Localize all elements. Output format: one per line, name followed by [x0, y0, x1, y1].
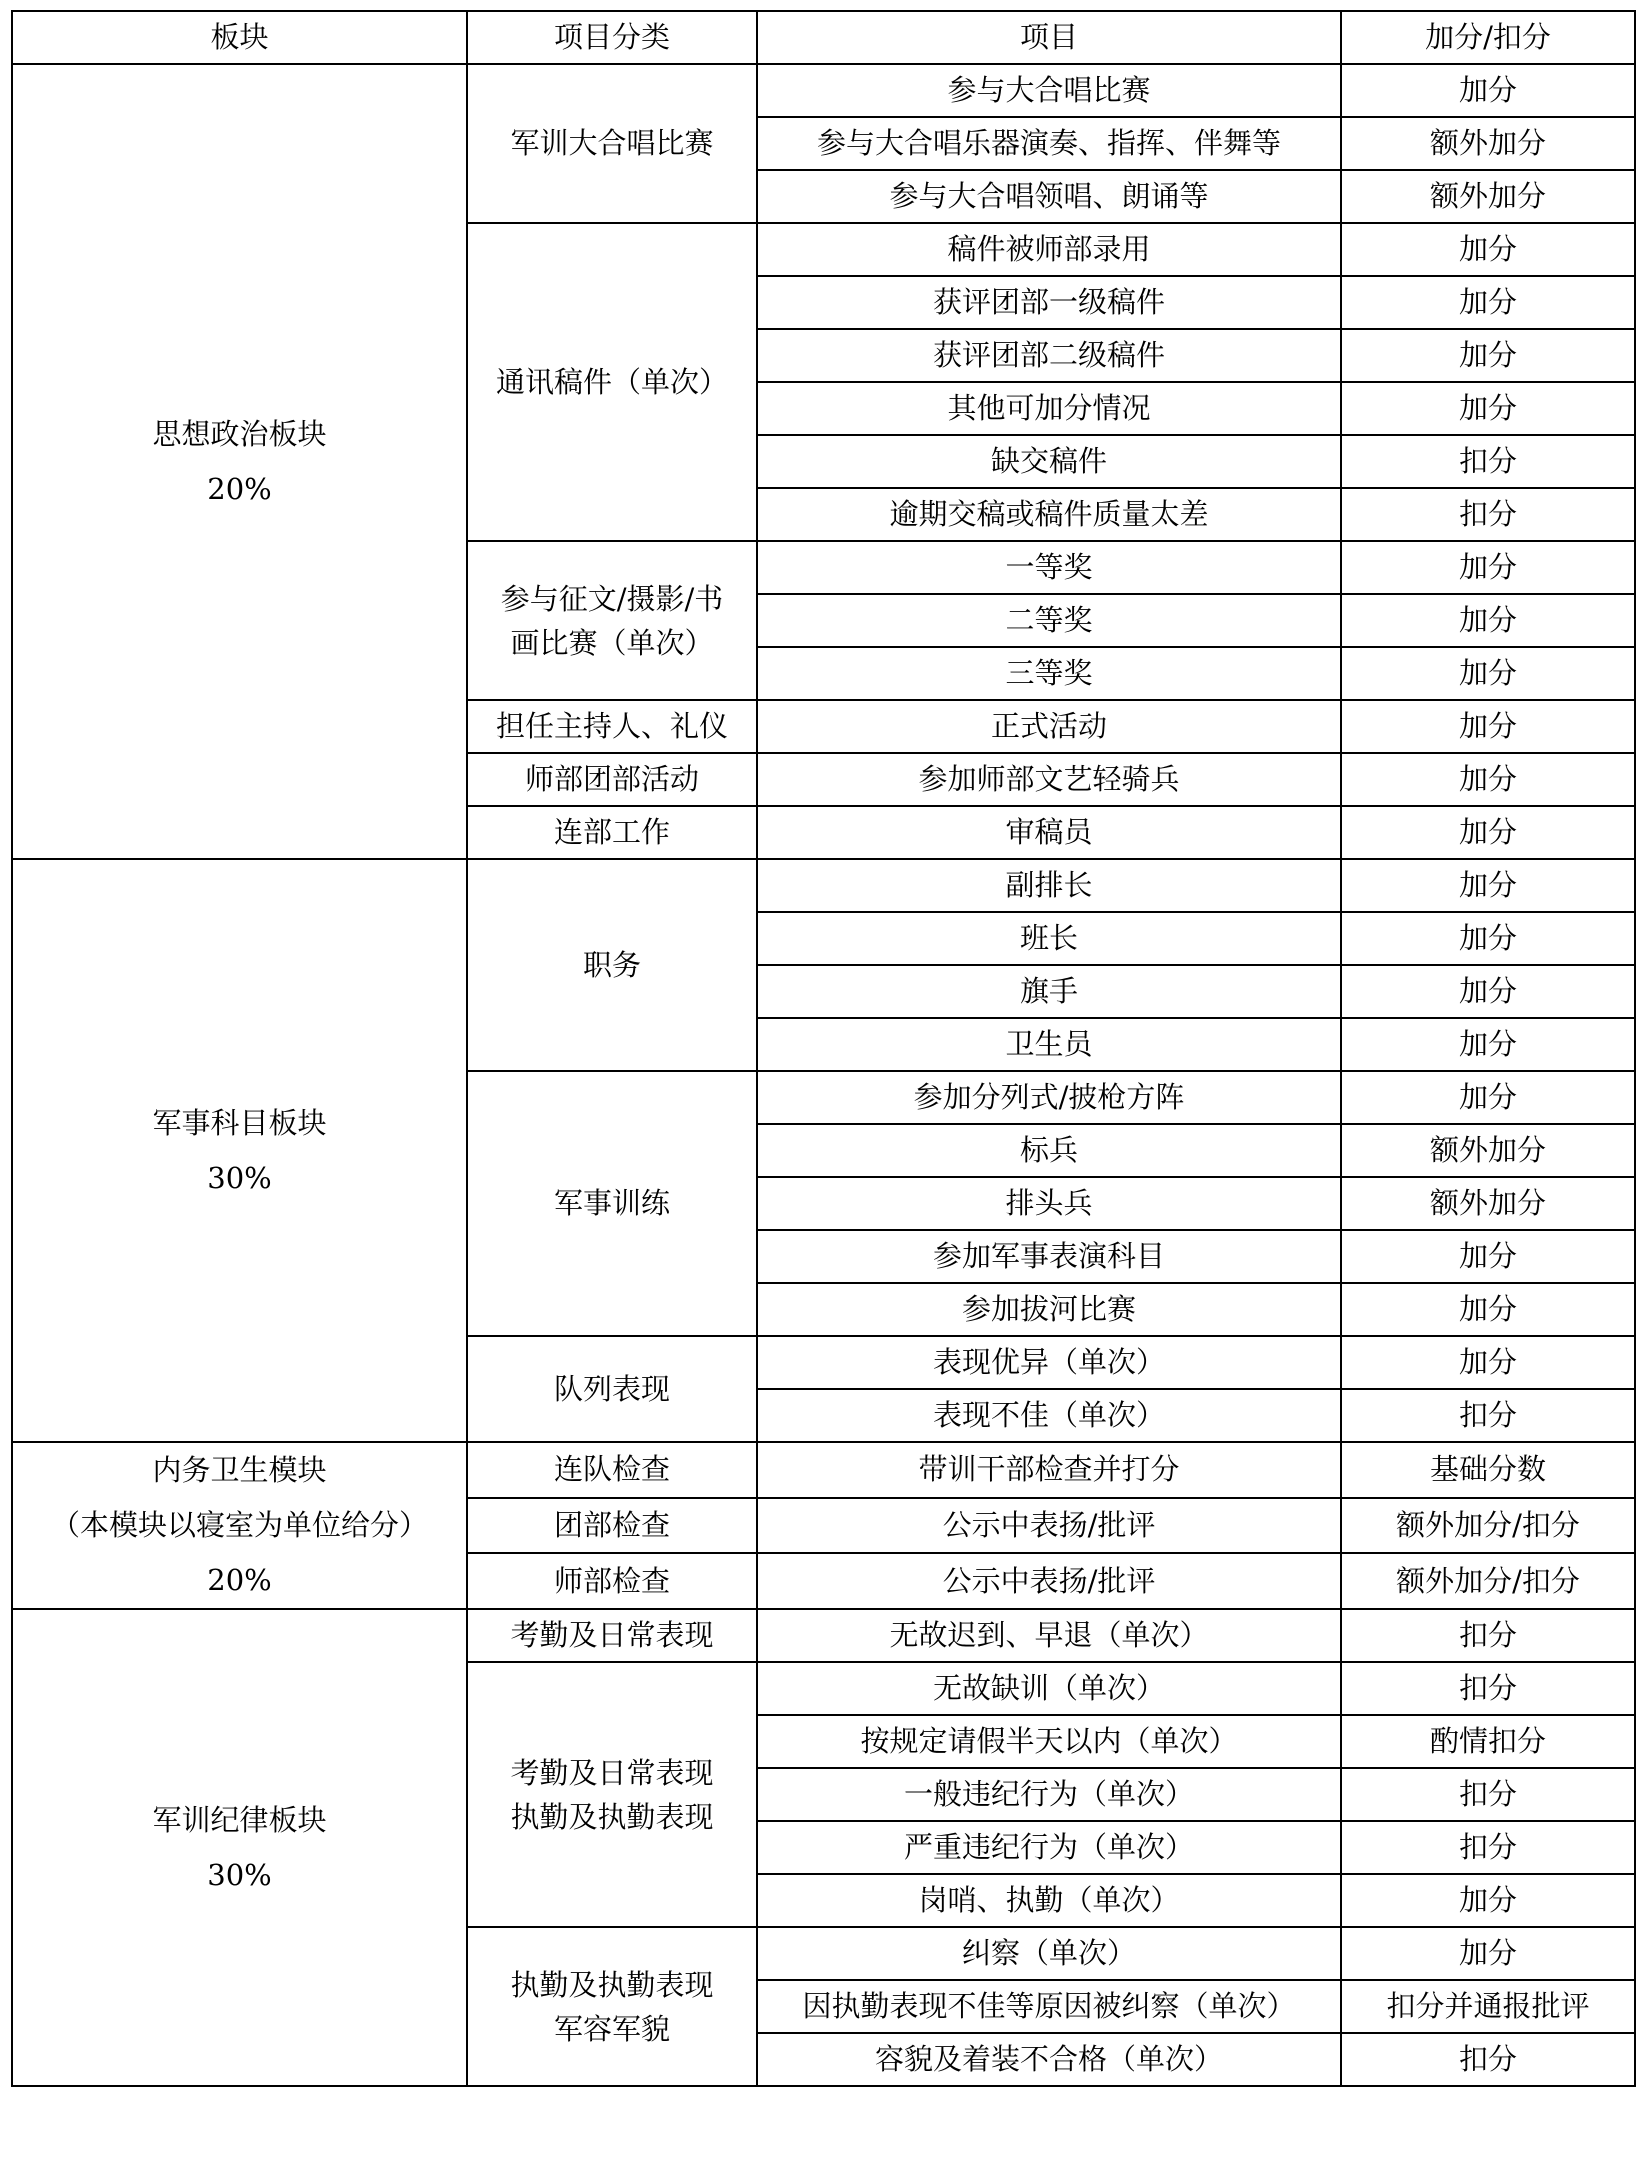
score-type-cell: 加分: [1341, 1018, 1635, 1071]
section-title: 军事科目板块: [152, 1105, 327, 1140]
section-weight: 20%: [207, 1563, 272, 1597]
section-title: 内务卫生模块: [152, 1453, 327, 1487]
score-type-cell: 加分: [1341, 965, 1635, 1018]
section-cell: [12, 1442, 467, 1609]
table-row: [12, 859, 1635, 912]
item-cell: 排头兵: [757, 1177, 1341, 1230]
category-cell: [467, 1498, 757, 1554]
category-cell: [467, 223, 757, 541]
category-label: 师部团部活动: [524, 762, 699, 797]
score-type-cell: 扣分: [1341, 488, 1635, 541]
item-cell: 旗手: [757, 965, 1341, 1018]
scoring-table: [11, 10, 1636, 2087]
score-type-cell: 加分: [1341, 223, 1635, 276]
item-cell: 公示中表扬/批评: [757, 1553, 1341, 1609]
item-cell: 容貌及着装不合格（单次）: [757, 2033, 1341, 2086]
category-label: 执勤及执勤表现: [510, 1967, 714, 2002]
section-weight: 20%: [207, 471, 272, 506]
item-cell: 一等奖: [757, 541, 1341, 594]
score-type-cell: 加分: [1341, 753, 1635, 806]
score-type-cell: 扣分: [1341, 435, 1635, 488]
category-cell: [467, 859, 757, 1071]
score-type-cell: 加分: [1341, 700, 1635, 753]
category-label: 连部工作: [553, 815, 670, 850]
table-row: [12, 64, 1635, 117]
item-cell: 参加军事表演科目: [757, 1230, 1341, 1283]
score-type-cell: 加分: [1341, 541, 1635, 594]
item-cell: 一般违纪行为（单次）: [757, 1768, 1341, 1821]
header-row: [12, 11, 1635, 64]
category-cell: [467, 700, 757, 753]
category-cell: [467, 1553, 757, 1609]
category-label: 军容军貌: [553, 2011, 670, 2046]
section-cell: [12, 1609, 467, 2086]
table-row: [12, 1609, 1635, 1662]
item-cell: 二等奖: [757, 594, 1341, 647]
item-cell: 其他可加分情况: [757, 382, 1341, 435]
category-label: 军事训练: [553, 1186, 670, 1221]
header-category: 项目分类: [467, 11, 757, 64]
item-cell: 表现不佳（单次）: [757, 1389, 1341, 1442]
category-label: 师部检查: [553, 1563, 670, 1598]
score-type-cell: 扣分: [1341, 1609, 1635, 1662]
score-type-cell: 加分: [1341, 1283, 1635, 1336]
item-cell: 参与大合唱乐器演奏、指挥、伴舞等: [757, 117, 1341, 170]
score-type-cell: 加分: [1341, 1874, 1635, 1927]
category-label: 军训大合唱比赛: [510, 126, 714, 161]
score-type-cell: 基础分数: [1341, 1442, 1635, 1498]
category-cell: [467, 1927, 757, 2086]
category-cell: [467, 64, 757, 223]
category-label: 队列表现: [553, 1371, 670, 1406]
category-cell: [467, 1442, 757, 1498]
category-label: 画比赛（单次）: [510, 625, 714, 660]
category-label: 担任主持人、礼仪: [495, 709, 728, 744]
score-type-cell: 加分: [1341, 64, 1635, 117]
category-label: 连队检查: [553, 1452, 670, 1487]
item-cell: 严重违纪行为（单次）: [757, 1821, 1341, 1874]
item-cell: 逾期交稿或稿件质量太差: [757, 488, 1341, 541]
score-type-cell: 额外加分: [1341, 1124, 1635, 1177]
item-cell: 参与大合唱领唱、朗诵等: [757, 170, 1341, 223]
header-item: 项目: [757, 11, 1341, 64]
score-type-cell: 扣分: [1341, 1821, 1635, 1874]
table-row: [12, 1442, 1635, 1498]
section-title: 军训纪律板块: [152, 1802, 327, 1837]
category-cell: [467, 1662, 757, 1927]
item-cell: 卫生员: [757, 1018, 1341, 1071]
header-score-type: 加分/扣分: [1341, 11, 1635, 64]
item-cell: 参加师部文艺轻骑兵: [757, 753, 1341, 806]
scoring-table-container: [11, 10, 1636, 2087]
score-type-cell: 加分: [1341, 647, 1635, 700]
section-cell: [12, 859, 467, 1442]
item-cell: 班长: [757, 912, 1341, 965]
item-cell: 稿件被师部录用: [757, 223, 1341, 276]
score-type-cell: 额外加分: [1341, 117, 1635, 170]
item-cell: 岗哨、执勤（单次）: [757, 1874, 1341, 1927]
header-section: 板块: [12, 11, 467, 64]
item-cell: 标兵: [757, 1124, 1341, 1177]
item-cell: 表现优异（单次）: [757, 1336, 1341, 1389]
item-cell: 获评团部一级稿件: [757, 276, 1341, 329]
item-cell: 无故缺训（单次）: [757, 1662, 1341, 1715]
item-cell: 按规定请假半天以内（单次）: [757, 1715, 1341, 1768]
section-weight: 30%: [207, 1160, 272, 1195]
score-type-cell: 加分: [1341, 1927, 1635, 1980]
section-cell: [12, 64, 467, 859]
section-weight: 30%: [207, 1857, 272, 1892]
table-body: [12, 64, 1635, 2086]
item-cell: 缺交稿件: [757, 435, 1341, 488]
category-label: 通讯稿件（单次）: [495, 364, 728, 399]
category-label: 团部检查: [553, 1508, 670, 1543]
section-title: 思想政治板块: [152, 416, 327, 451]
score-type-cell: 加分: [1341, 382, 1635, 435]
score-type-cell: 扣分: [1341, 1389, 1635, 1442]
category-cell: [467, 1071, 757, 1336]
category-label: 考勤及日常表现: [510, 1618, 714, 1653]
score-type-cell: 额外加分: [1341, 1177, 1635, 1230]
item-cell: 正式活动: [757, 700, 1341, 753]
item-cell: 副排长: [757, 859, 1341, 912]
score-type-cell: 额外加分/扣分: [1341, 1553, 1635, 1609]
category-cell: [467, 1609, 757, 1662]
score-type-cell: 额外加分: [1341, 170, 1635, 223]
category-label: 参与征文/摄影/书: [500, 581, 724, 616]
score-type-cell: 额外加分/扣分: [1341, 1498, 1635, 1554]
score-type-cell: 加分: [1341, 1071, 1635, 1124]
score-type-cell: 扣分: [1341, 1662, 1635, 1715]
item-cell: 无故迟到、早退（单次）: [757, 1609, 1341, 1662]
category-cell: [467, 806, 757, 859]
item-cell: 参与大合唱比赛: [757, 64, 1341, 117]
item-cell: 审稿员: [757, 806, 1341, 859]
section-note: （本模块以寝室为单位给分）: [50, 1508, 428, 1542]
score-type-cell: 加分: [1341, 912, 1635, 965]
score-type-cell: 加分: [1341, 1336, 1635, 1389]
item-cell: 参加分列式/披枪方阵: [757, 1071, 1341, 1124]
score-type-cell: 加分: [1341, 329, 1635, 382]
score-type-cell: 加分: [1341, 806, 1635, 859]
score-type-cell: 加分: [1341, 276, 1635, 329]
category-label: 考勤及日常表现: [510, 1755, 714, 1790]
item-cell: 获评团部二级稿件: [757, 329, 1341, 382]
item-cell: 参加拔河比赛: [757, 1283, 1341, 1336]
item-cell: 纠察（单次）: [757, 1927, 1341, 1980]
item-cell: 公示中表扬/批评: [757, 1498, 1341, 1554]
category-label: 职务: [582, 947, 641, 982]
item-cell: 三等奖: [757, 647, 1341, 700]
score-type-cell: 加分: [1341, 1230, 1635, 1283]
score-type-cell: 扣分: [1341, 2033, 1635, 2086]
category-cell: [467, 541, 757, 700]
score-type-cell: 酌情扣分: [1341, 1715, 1635, 1768]
score-type-cell: 加分: [1341, 859, 1635, 912]
category-cell: [467, 1336, 757, 1442]
score-type-cell: 扣分: [1341, 1768, 1635, 1821]
category-cell: [467, 753, 757, 806]
category-label: 执勤及执勤表现: [510, 1799, 714, 1834]
item-cell: 因执勤表现不佳等原因被纠察（单次）: [757, 1980, 1341, 2033]
item-cell: 带训干部检查并打分: [757, 1442, 1341, 1498]
score-type-cell: 扣分并通报批评: [1341, 1980, 1635, 2033]
score-type-cell: 加分: [1341, 594, 1635, 647]
